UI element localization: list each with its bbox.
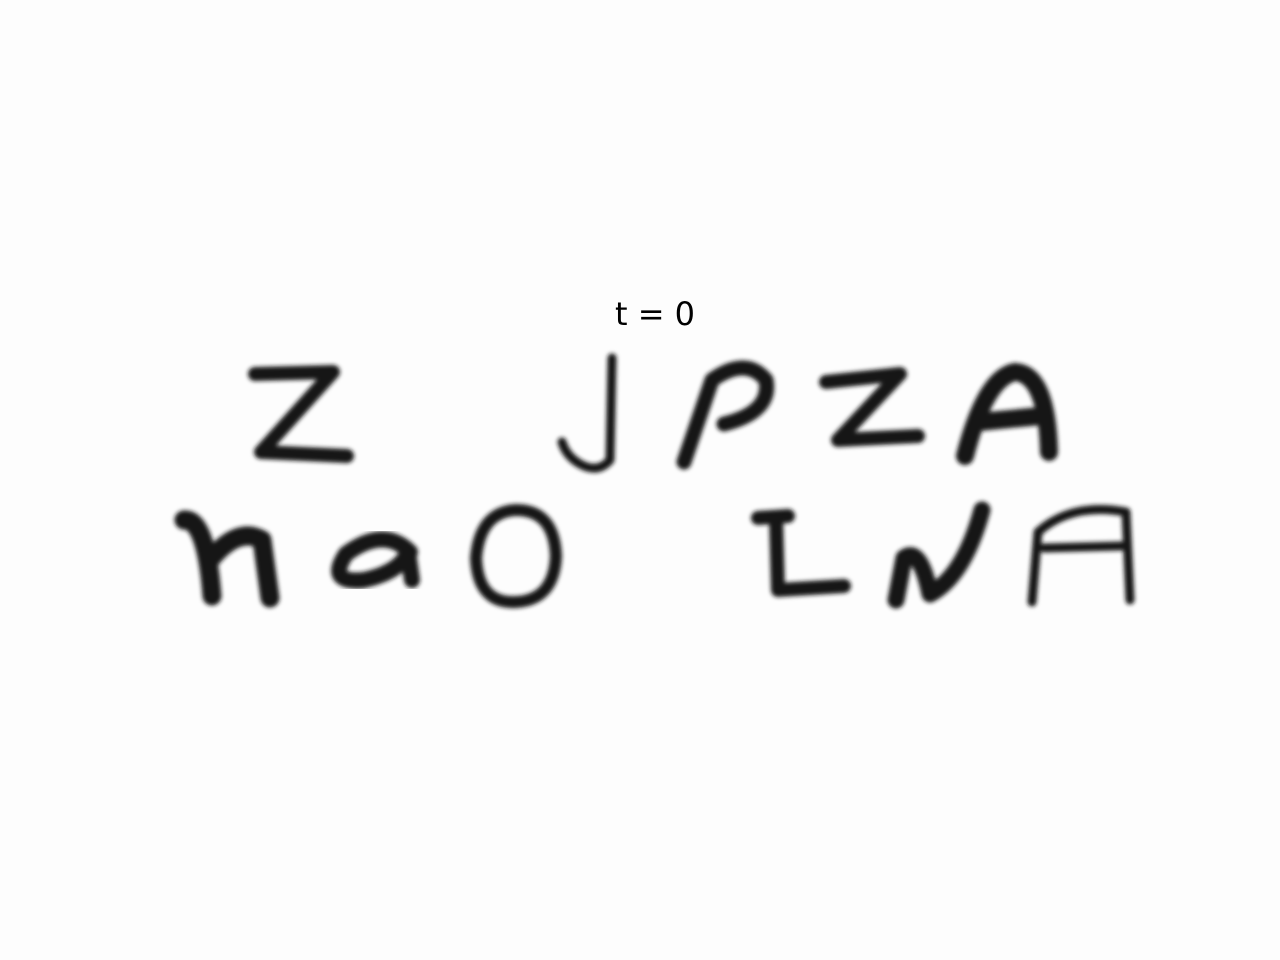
glyph-a-row1: [955, 352, 1067, 478]
glyph-j-row1: [546, 352, 658, 478]
glyph-p-row1: [670, 352, 782, 478]
glyph-z2-row1: [812, 352, 924, 478]
glyph-n-row2: [176, 496, 288, 622]
glyph-n-row2b: [882, 496, 994, 622]
glyph-a-row2b: [1022, 496, 1134, 622]
figure-title: t = 0: [614, 295, 696, 333]
glyph-l-row2: [748, 496, 860, 622]
glyph-o-row2: [462, 496, 574, 622]
glyph-z-row1: [243, 352, 355, 478]
glyph-a-row2: [318, 496, 430, 622]
